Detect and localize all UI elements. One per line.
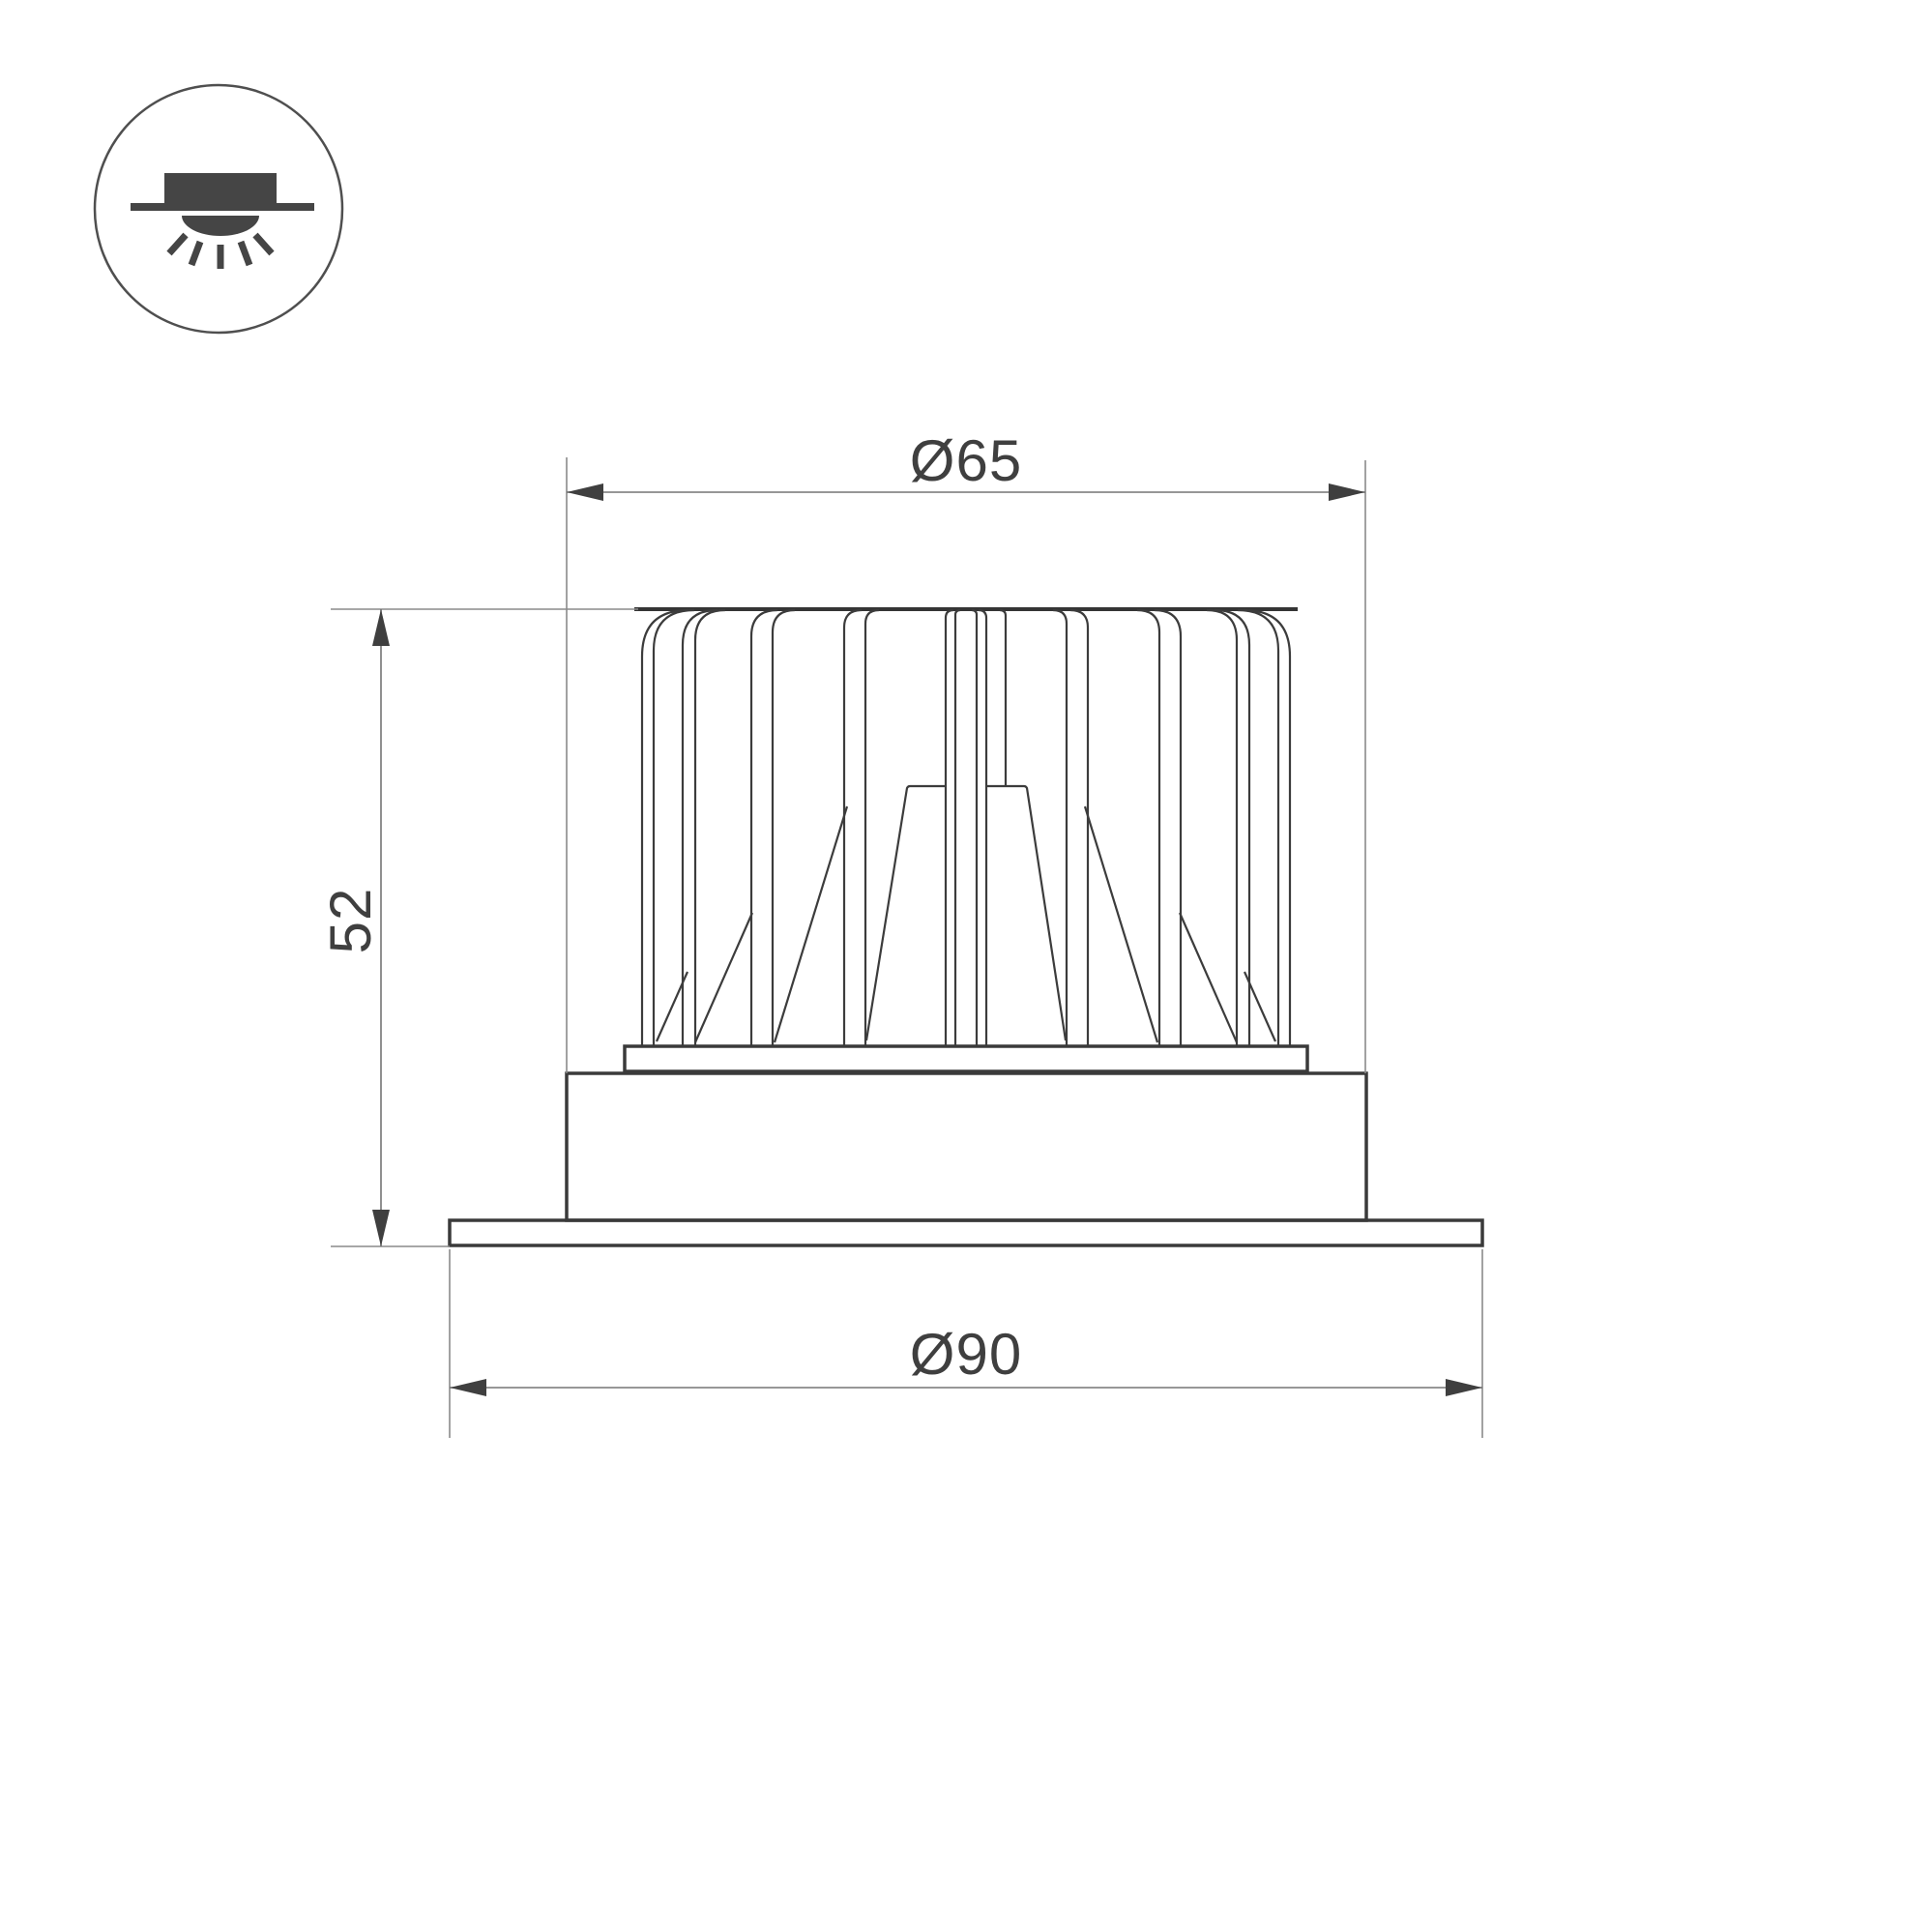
trim-body (567, 1073, 1366, 1220)
dimension-height (318, 609, 638, 1246)
luminaire-front-view (450, 609, 1482, 1245)
heatsink-fins-right (972, 610, 1290, 1046)
dimension-label-top-diameter: Ø65 (909, 428, 1023, 493)
dimension-cutout-diameter (450, 1249, 1482, 1438)
arrow-down-icon (372, 1210, 390, 1246)
dimension-label-height: 52 (318, 887, 383, 954)
heatsink-fin-diagonals (657, 806, 1275, 1042)
arrow-left-icon (567, 483, 603, 501)
dimension-label-cutout-diameter: Ø90 (909, 1322, 1023, 1387)
mounting-flange (450, 1220, 1482, 1245)
central-cone (866, 786, 1066, 1040)
arrow-right-icon (1446, 1379, 1482, 1396)
arrow-left-icon (450, 1379, 486, 1396)
arrow-up-icon (372, 609, 390, 646)
recessed-downlight-icon (95, 85, 342, 333)
icon-lamp-dome (182, 216, 259, 236)
arrow-right-icon (1329, 483, 1365, 501)
heatsink-base-plate (625, 1046, 1307, 1071)
heatsink-fins-left (642, 610, 960, 1046)
icon-light-rays (169, 235, 272, 269)
icon-housing-block (164, 173, 277, 205)
icon-ceiling-line (131, 203, 314, 211)
